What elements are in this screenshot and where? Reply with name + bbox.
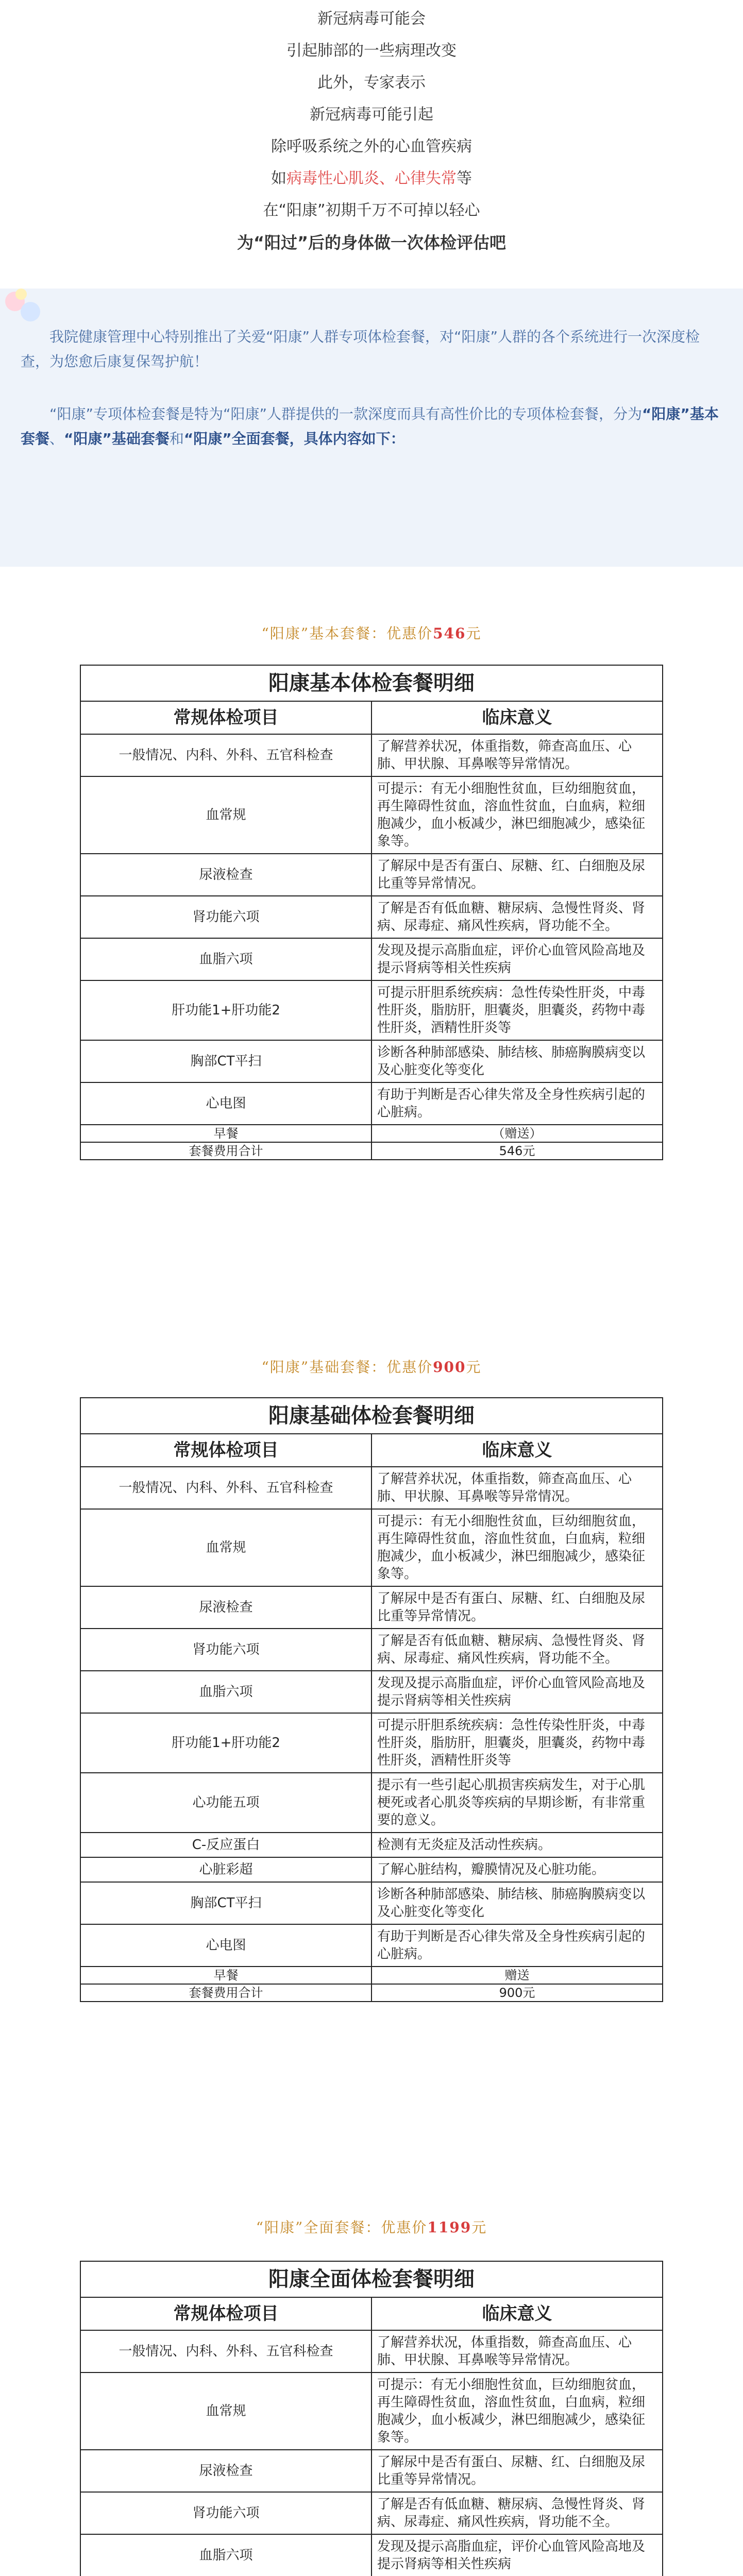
table-row <box>80 1509 663 1586</box>
package-title-basic: “阳康”基本套餐：优惠价546元 <box>261 625 482 642</box>
table-row <box>80 1082 663 1125</box>
exam-meaning: 有助于判断是否心律失常及全身性疾病引起的心脏病。 <box>372 1082 663 1125</box>
table-row <box>80 2492 663 2534</box>
table-row <box>80 1857 663 1882</box>
table-row <box>80 980 663 1040</box>
exam-item: 血脂六项 <box>80 2534 372 2576</box>
column-header-meaning: 临床意义 <box>372 2297 663 2330</box>
column-header-meaning: 临床意义 <box>372 1434 663 1467</box>
exam-meaning: 了解心脏结构，瓣膜情况及心脏功能。 <box>372 1857 663 1882</box>
exam-meaning: 有助于判断是否心律失常及全身性疾病引起的心脏病。 <box>372 1924 663 1967</box>
table-row <box>80 1586 663 1629</box>
intro-line-6: 如病毒性心肌炎、心律失常等 <box>271 170 472 188</box>
table-row <box>80 938 663 980</box>
table-header-row <box>80 2297 663 2330</box>
exam-item: 肝功能1+肝功能2 <box>80 1713 372 1773</box>
exam-item: 尿液检查 <box>80 1586 372 1629</box>
exam-item: 套餐费用合计 <box>80 1984 372 2002</box>
package-title-foundation: “阳康”基础套餐：优惠价900元 <box>261 1359 482 1376</box>
intro-line-2: 引起肺部的一些病理改变 <box>286 42 457 60</box>
exam-meaning: 发现及提示高脂血症，评价心血管风险高地及提示肾病等相关性疾病 <box>372 938 663 980</box>
exam-item: 肝功能1+肝功能2 <box>80 980 372 1040</box>
exam-item: 血脂六项 <box>80 1671 372 1713</box>
exam-meaning: 发现及提示高脂血症，评价心血管风险高地及提示肾病等相关性疾病 <box>372 1671 663 1713</box>
decor-dot <box>21 302 40 321</box>
exam-item: 尿液检查 <box>80 2450 372 2492</box>
table-row <box>80 776 663 854</box>
column-header-item: 常规体检项目 <box>80 1434 372 1467</box>
table-row <box>80 1967 663 1984</box>
exam-item: 尿液检查 <box>80 854 372 896</box>
exam-item: C-反应蛋白 <box>80 1833 372 1857</box>
table-header-row <box>80 701 663 734</box>
table-caption-row <box>80 2261 663 2297</box>
exam-meaning: 了解尿中是否有蛋白、尿糖、红、白细胞及尿比重等异常情况。 <box>372 1586 663 1629</box>
exam-item: 心电图 <box>80 1082 372 1125</box>
exam-meaning: 发现及提示高脂血症，评价心血管风险高地及提示肾病等相关性疾病 <box>372 2534 663 2576</box>
exam-item: 心功能五项 <box>80 1773 372 1833</box>
table-row <box>80 1773 663 1833</box>
exam-meaning: 提示有一些引起心肌损害疾病发生，对于心肌梗死或者心肌炎等疾病的早期诊断，有非常重要的意义。 <box>372 1773 663 1833</box>
exam-meaning: 了解尿中是否有蛋白、尿糖、红、白细胞及尿比重等异常情况。 <box>372 854 663 896</box>
exam-meaning: 可提示肝胆系统疾病：急性传染性肝炎，中毒性肝炎，脂肪肝，胆囊炎，胆囊炎，药物中毒性肝炎，酒精性肝炎等 <box>372 1713 663 1773</box>
exam-meaning: 检测有无炎症及活动性疾病。 <box>372 1833 663 1857</box>
table-row <box>80 854 663 896</box>
exam-meaning: 了解营养状况，体重指数，筛查高血压、心肺、甲状腺、耳鼻喉等异常情况。 <box>372 734 663 776</box>
exam-item: 一般情况、内科、外科、五官科检查 <box>80 2330 372 2372</box>
table-row <box>80 1882 663 1924</box>
hero-paragraph-1: 我院健康管理中心特别推出了关爱“阳康”人群专项体检套餐，对“阳康”人群的各个系统进行一次深度检查，为您愈后康复保驾护航！ <box>21 328 700 370</box>
exam-meaning: 诊断各种肺部感染、肺结核、肺癌胸膜病变以及心脏变化等变化 <box>372 1040 663 1082</box>
exam-item: 血常规 <box>80 1509 372 1586</box>
exam-item: 心电图 <box>80 1924 372 1967</box>
exam-meaning: 可提示肝胆系统疾病：急性传染性肝炎，中毒性肝炎，脂肪肝，胆囊炎，胆囊炎，药物中毒性肝炎，酒精性肝炎等 <box>372 980 663 1040</box>
column-header-item: 常规体检项目 <box>80 2297 372 2330</box>
table-caption: 阳康全面体检套餐明细 <box>80 2261 663 2297</box>
table-row <box>80 1671 663 1713</box>
exam-item: 心脏彩超 <box>80 1857 372 1882</box>
exam-item: 一般情况、内科、外科、五官科检查 <box>80 734 372 776</box>
exam-item: 早餐 <box>80 1967 372 1984</box>
exam-item: 肾功能六项 <box>80 2492 372 2534</box>
intro-line-3: 此外，专家表示 <box>317 74 426 92</box>
exam-item: 肾功能六项 <box>80 896 372 938</box>
exam-item: 血常规 <box>80 2372 372 2450</box>
exam-meaning: 赠送 <box>372 1967 663 1984</box>
package-table-foundation <box>80 1397 663 2002</box>
exam-meaning: 可提示：有无小细胞性贫血，巨幼细胞贫血，再生障碍性贫血，溶血性贫血，白血病，粒细胞减少，血小板减少，淋巴细胞减少，感染征象等。 <box>372 2372 663 2450</box>
table-row <box>80 1833 663 1857</box>
exam-item: 胸部CT平扫 <box>80 1040 372 1082</box>
exam-meaning: 诊断各种肺部感染、肺结核、肺癌胸膜病变以及心脏变化等变化 <box>372 1882 663 1924</box>
table-caption-row <box>80 665 663 701</box>
table-row <box>80 2372 663 2450</box>
exam-item: 肾功能六项 <box>80 1629 372 1671</box>
table-caption-row <box>80 1398 663 1434</box>
exam-meaning: 了解营养状况，体重指数，筛查高血压、心肺、甲状腺、耳鼻喉等异常情况。 <box>372 2330 663 2372</box>
intro-section <box>0 0 743 289</box>
table-row <box>80 896 663 938</box>
exam-meaning: 了解是否有低血糖、糖尿病、急慢性肾炎、肾病、尿毒症、痛风性疾病，肾功能不全。 <box>372 896 663 938</box>
exam-item: 早餐 <box>80 1125 372 1142</box>
intro-line-1: 新冠病毒可能会 <box>317 10 426 28</box>
column-header-item: 常规体检项目 <box>80 701 372 734</box>
exam-item: 一般情况、内科、外科、五官科检查 <box>80 1467 372 1509</box>
table-row <box>80 1467 663 1509</box>
table-row <box>80 2534 663 2576</box>
hero-section <box>0 289 743 567</box>
intro-line-5: 除呼吸系统之外的心血管疾病 <box>271 138 472 156</box>
exam-meaning: 900元 <box>372 1984 663 2002</box>
decor-dot <box>15 289 27 300</box>
hero-paragraph-2: “阳康”专项体检套餐是特为“阳康”人群提供的一款深度而具有高性价比的专项体检套餐，分为“阳康”基本套餐、“阳康”基础套餐和“阳康”全面套餐，具体内容如下： <box>21 405 719 447</box>
intro-headline: 为“阳过”后的身体做一次体检评估吧 <box>237 233 506 252</box>
table-row <box>80 1984 663 2002</box>
intro-line-7: 在“阳康”初期千万不可掉以轻心 <box>263 201 480 219</box>
exam-item: 血脂六项 <box>80 938 372 980</box>
table-row <box>80 2330 663 2372</box>
exam-item: 套餐费用合计 <box>80 1142 372 1160</box>
package-table-basic <box>80 665 663 1160</box>
exam-item: 血常规 <box>80 776 372 854</box>
table-caption: 阳康基础体检套餐明细 <box>80 1398 663 1434</box>
exam-meaning: 546元 <box>372 1142 663 1160</box>
exam-meaning: 了解营养状况，体重指数，筛查高血压、心肺、甲状腺、耳鼻喉等异常情况。 <box>372 1467 663 1509</box>
exam-meaning: 可提示：有无小细胞性贫血，巨幼细胞贫血，再生障碍性贫血，溶血性贫血，白血病，粒细胞减少，血小板减少，淋巴细胞减少，感染征象等。 <box>372 776 663 854</box>
exam-meaning: （赠送） <box>372 1125 663 1142</box>
exam-meaning: 了解是否有低血糖、糖尿病、急慢性肾炎、肾病、尿毒症、痛风性疾病，肾功能不全。 <box>372 2492 663 2534</box>
exam-item: 胸部CT平扫 <box>80 1882 372 1924</box>
table-header-row <box>80 1434 663 1467</box>
intro-line-4: 新冠病毒可能引起 <box>310 106 433 124</box>
table-row <box>80 1924 663 1967</box>
column-header-meaning: 临床意义 <box>372 701 663 734</box>
table-row <box>80 734 663 776</box>
table-row <box>80 1142 663 1160</box>
package-title-full: “阳康”全面套餐：优惠价1199元 <box>256 2219 487 2236</box>
intro-highlight: 病毒性心肌炎、心律失常 <box>286 170 457 188</box>
package-table-full <box>80 2261 663 2576</box>
exam-meaning: 可提示：有无小细胞性贫血，巨幼细胞贫血，再生障碍性贫血，溶血性贫血，白血病，粒细胞减少，血小板减少，淋巴细胞减少，感染征象等。 <box>372 1509 663 1586</box>
table-row <box>80 1040 663 1082</box>
exam-meaning: 了解是否有低血糖、糖尿病、急慢性肾炎、肾病、尿毒症、痛风性疾病，肾功能不全。 <box>372 1629 663 1671</box>
exam-meaning: 了解尿中是否有蛋白、尿糖、红、白细胞及尿比重等异常情况。 <box>372 2450 663 2492</box>
table-row <box>80 1713 663 1773</box>
table-caption: 阳康基本体检套餐明细 <box>80 665 663 701</box>
table-row <box>80 1629 663 1671</box>
table-row <box>80 1125 663 1142</box>
table-row <box>80 2450 663 2492</box>
